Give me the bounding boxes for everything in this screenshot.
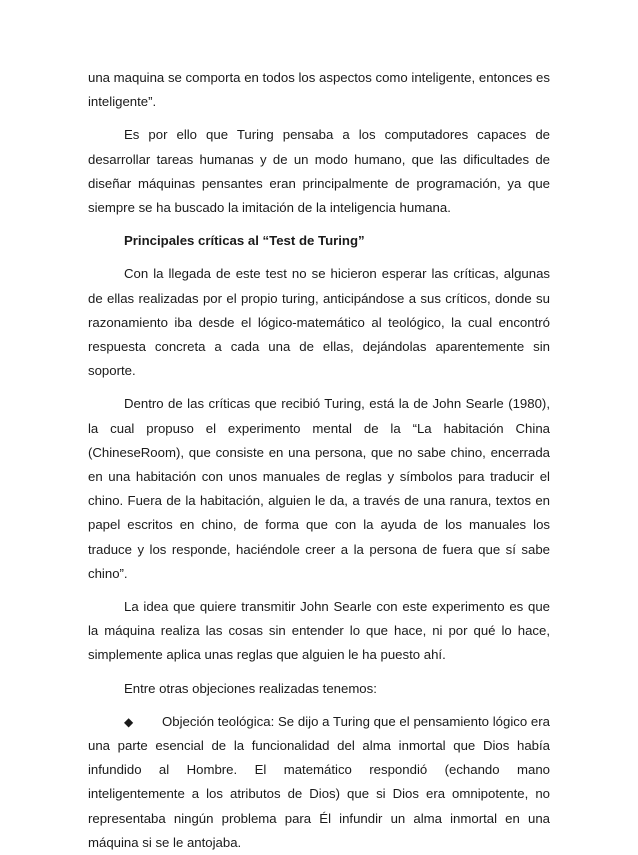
section-heading: Principales críticas al “Test de Turing” — [124, 233, 365, 249]
bullet-text: Objeción teológica: Se dijo a Turing que el pensamiento lógico era una parte esencial de la funcionalidad del alma inmortal que Dios había infundido al Hombre. El matemático respondió (echando mano inteligentemente a los atributos de Dios) que si Dios era omnipotente, no representaba ningún problema para Él infundir un alma inmortal en una máquina si se le antojaba. — [88, 713, 550, 850]
paragraph-objections-intro: Entre otras objeciones realizadas tenemos: — [124, 680, 377, 696]
diamond-bullet-icon: ◆ — [124, 714, 134, 729]
paragraph-continuation: una maquina se comporta en todos los aspectos como inteligente, entonces es inteligente”. — [88, 70, 550, 110]
bullet-theological-objection — [88, 710, 550, 855]
document-page — [88, 66, 550, 855]
paragraph-searle-chinese-room: Dentro de las críticas que recibió Turing, está la de John Searle (1980), la cual propuso el experimento mental de la “La habitación China (ChineseRoom), que consiste en una persona, que no sabe chino, encerrada en una habitación con unos manuales de reglas y símbolos para traducir el chino. Fuera de la habitación, alguien le da, a través de una ranura, textos en papel escritos en chino, de forma que con la ayuda de los manuales los traduce y los responde, haciéndole creer a la persona de fuera que sí sabe chino”. — [88, 396, 550, 581]
paragraph-searle-idea: La idea que quiere transmitir John Searle con este experimento es que la máquina realiza las cosas sin entender lo que hace, ni por qué lo hace, simplemente aplica unas reglas que alguien le ha puesto ahí. — [88, 599, 550, 663]
paragraph-turing-computers: Es por ello que Turing pensaba a los computadores capaces de desarrollar tareas humanas y de un modo humano, que las dificultades de diseñar máquinas pensantes eran principalmente de programación, ya que siempre se ha buscado la imitación de la inteligencia humana. — [88, 127, 550, 216]
paragraph-criticism-intro: Con la llegada de este test no se hicieron esperar las críticas, algunas de ellas realizadas por el propio turing, anticipándose a sus críticos, donde su razonamiento iba desde el lógico-matemático al teológico, la cual encontró respuesta concreta a cada una de ellas, dejándolas aparentemente sin soporte. — [88, 266, 550, 379]
